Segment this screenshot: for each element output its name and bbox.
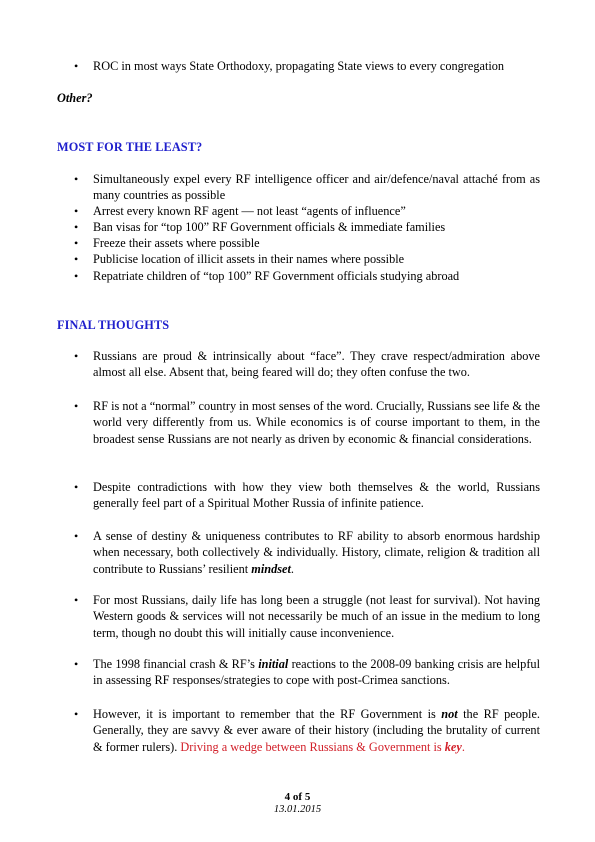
- highlight-text: Driving a wedge between Russians & Government is: [180, 739, 445, 754]
- list-item: • RF is not a “normal” country in most senses of the word. Crucially, Russians see life & the world very differently from us. While economics is of course important to them, in the broadest sense Russians are not nearly as driven by economic & financial considerations.: [70, 398, 540, 447]
- item-text: The 1998 financial crash & RF’s: [93, 657, 259, 671]
- document-date: 13.01.2015: [273, 804, 322, 815]
- other-label: Other?: [57, 91, 93, 105]
- highlight-text: .: [461, 739, 465, 754]
- item-text: A sense of destiny & uniqueness contributes to RF ability to absorb enormous hardship when necessary, both collectively & individually. History, climate, religion & tradition all contribute to Russians’ resilient: [93, 529, 540, 576]
- list-item: • Ban visas for “top 100” RF Government officials & immediate families: [70, 219, 540, 235]
- list-item: • Simultaneously expel every RF intelligence officer and air/defence/naval attaché from as many countries as possible: [70, 171, 540, 204]
- list-item: • Russians are proud & intrinsically about “face”. They crave respect/admiration above almost all else. Absent that, being feared will do; they often confuse the two.: [70, 348, 540, 381]
- list-item: • Freeze their assets where possible: [70, 235, 540, 251]
- list-item: • For most Russians, daily life has long been a struggle (not least for survival). Not having Western goods & services will not necessarily be much of an issue in the medium to long term, though no doubt this will initially cause inconvenience.: [70, 592, 540, 641]
- item-text: However, it is important to remember that the RF Government is: [93, 707, 442, 721]
- highlight-emphasis-text: key: [444, 739, 462, 754]
- emphasis-text: not: [441, 707, 458, 721]
- item-text: the RF people. Generally, they are savvy & ever aware of their history (including the brutality of current & former rulers).: [93, 707, 540, 754]
- section-heading-most-for-least: MOST FOR THE LEAST?: [57, 140, 203, 154]
- list-item: [70, 706, 540, 755]
- list-item: [70, 656, 540, 689]
- item-text: .: [290, 561, 294, 576]
- list-item: • Arrest every known RF agent — not least “agents of influence”: [70, 203, 540, 219]
- list-item: • ROC in most ways State Orthodoxy, propagating State views to every congregation: [70, 58, 540, 74]
- section-heading-final-thoughts: FINAL THOUGHTS: [57, 318, 170, 332]
- emphasis-text: initial: [258, 657, 289, 671]
- emphasis-text: mindset: [251, 561, 291, 576]
- page-number: 4 of 5: [284, 791, 311, 803]
- list-item: [70, 528, 540, 577]
- list-item: • Repatriate children of “top 100” RF Government officials studying abroad: [70, 268, 540, 284]
- list-item: • Publicise location of illicit assets in their names where possible: [70, 251, 540, 267]
- list-item: • Despite contradictions with how they view both themselves & the world, Russians generally feel part of a Spiritual Mother Russia of infinite patience.: [70, 479, 540, 512]
- item-text: reactions to the 2008-09 banking crisis are helpful in assessing RF responses/strategies to cope with post-Crimea sanctions.: [93, 657, 540, 688]
